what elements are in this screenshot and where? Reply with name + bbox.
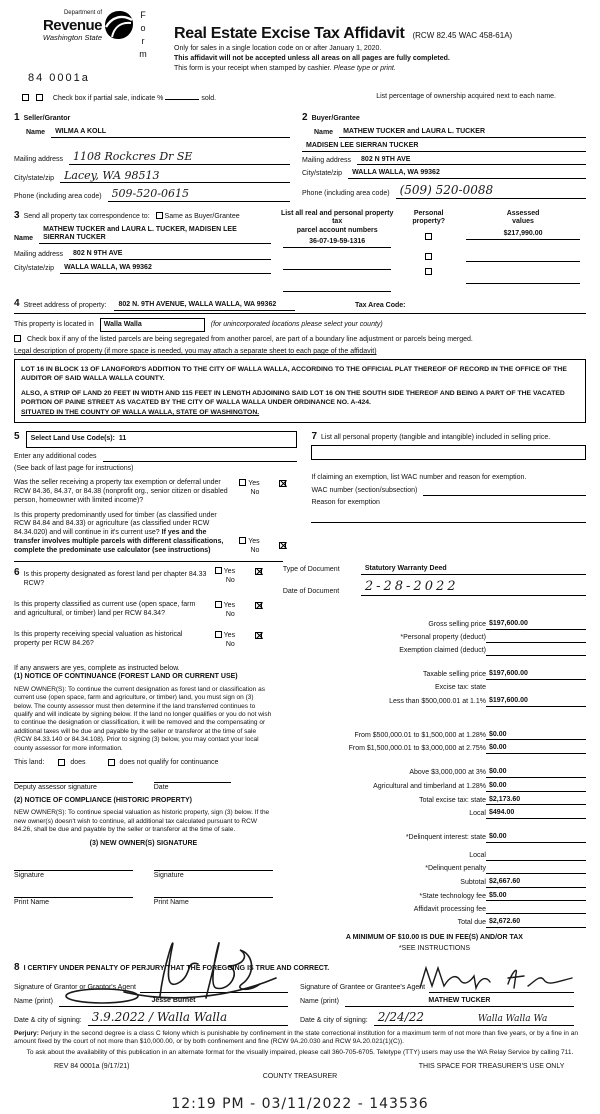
excise-line-field[interactable]: $0.00 [486, 731, 586, 741]
seller-city-field[interactable]: Lacey, WA 98513 [60, 169, 290, 184]
reason-exemption-label: Reason for exemption [311, 499, 380, 507]
historical-no-checkbox[interactable] [255, 632, 262, 639]
section8-number: 8 [14, 961, 20, 973]
tax-computation-column [283, 561, 586, 953]
exemption-deduct-field[interactable] [486, 647, 586, 656]
deputy-date-field[interactable]: Date [154, 782, 232, 793]
notice-compliance-title: (2) NOTICE OF COMPLIANCE (HISTORIC PROPERTY) [14, 796, 192, 804]
wac-number-field[interactable] [423, 487, 586, 496]
county-treasurer-label: COUNTY TREASURER [262, 1073, 338, 1081]
doc-date-field[interactable]: 2-28-2022 [361, 579, 586, 596]
subtotal-label: Subtotal [460, 878, 486, 886]
partial-sale-row [22, 92, 586, 104]
buyer-name-label: Name [314, 129, 334, 136]
delinquent-penalty-label: *Delinquent penalty [425, 865, 486, 873]
owner-signature-field-2[interactable]: Signature [154, 870, 273, 881]
excise-line-field[interactable]: $0.00 [486, 768, 586, 778]
legal-paragraph-1: LOT 16 IN BLOCK 13 OF LANGFORD'S ADDITION TO THE CITY OF WALLA WALLA, ACCORDING TO THE OFFICIAL PLAT THEREOF OF RECORD IN THE OFFICE OF THE AUDITOR OF SAID WALLA WALLA COUNTY. [21, 365, 567, 383]
section2-title: Buyer/Grantee [311, 114, 360, 122]
buyer-city-field[interactable]: WALLA WALLA, WA 99362 [348, 169, 586, 179]
this-land-label: This land: [14, 759, 45, 767]
grantee-signature-label: Signature of Grantee or Grantee's Agent [300, 984, 426, 992]
delinquent-penalty-field[interactable] [486, 865, 586, 874]
legal-paragraph-2: ALSO, A STRIP OF LAND 20 FEET IN WIDTH AND 115 FEET IN LENGTH ADJOINING SAID LOT 16 ON THE SOUTH SIDE THEREOF AND BEING A PART OF THE VACATED PORTION OF PAINE STREET AS VACATED BY THE CITY OF WALLA WALLA UNDER ORDINANCE NO. A-424. [21, 390, 565, 407]
buyer-mailing-label: Mailing address [302, 156, 352, 164]
does-not-qualify-checkbox[interactable] [108, 759, 115, 766]
grantee-date-field[interactable]: 2/24/22 [374, 1010, 474, 1026]
dor-line3: Washington State [42, 32, 102, 42]
segregated-checkbox[interactable] [14, 335, 21, 342]
partial-sale-label: Check box if partial sale, indicate % [52, 94, 164, 102]
if-yes-note: If any answers are yes, complete as instructed below. [14, 664, 180, 672]
grantor-signature-label: Signature of Grantor or Grantor's Agent [14, 984, 136, 992]
notice-compliance-body: NEW OWNER(S): To continue special valuation as historic property, sign (3) below. If the new owner(s) doesn't wish to continue, all additional tax calculated pursuant to RCW 84.26, shall be due and payable by the seller or transferor at the time of sale. [14, 809, 270, 834]
accessibility-note: To ask about the availability of this publication in an alternate format for the visually impaired, please call 360-705-6705. Teletype (TTY) users may use the WA Relay Service by calling 711. [26, 1048, 574, 1056]
parcel-header: List all real and personal property tax [280, 210, 394, 226]
new-owner-signature-title: (3) NEW OWNER(S) SIGNATURE [89, 839, 198, 847]
seller-mailing-field[interactable]: 1108 Rockcres Dr SE [69, 150, 290, 165]
parcel-number-field-2[interactable] [283, 260, 391, 270]
excise-line-label: Less than $500,000.01 at 1.1% [389, 697, 486, 705]
personal-property-list-field[interactable] [311, 445, 586, 460]
corr-city-field[interactable]: WALLA WALLA, WA 99362 [60, 264, 271, 274]
delinquent-interest-field[interactable]: $0.00 [486, 833, 586, 843]
buyer-city-label: City/state/zip [302, 170, 343, 178]
doc-type-field[interactable]: Statutory Warranty Deed [361, 565, 586, 575]
parcel-number-field[interactable]: 36-07-19-59-1316 [283, 238, 391, 248]
forest-yes-checkbox[interactable] [215, 567, 222, 574]
grantee-datecity-label: Date & city of signing: [300, 1017, 368, 1025]
personal-property-header: Personal [413, 210, 444, 217]
historical-question: Is this property receiving special valuation as historical property per RCW 84.26? [14, 631, 183, 648]
assessed-values-header: Assessed [506, 210, 540, 217]
section-buyer-grantee [300, 108, 586, 203]
assessed-value-field-2[interactable] [466, 252, 580, 262]
grantee-city-field[interactable]: Walla Walla Wa [474, 1014, 574, 1026]
total-excise-state-field[interactable]: $2,173.60 [486, 796, 586, 806]
partial-sale-checkbox-1[interactable] [22, 94, 29, 101]
excise-line-field[interactable]: $197,600.00 [486, 697, 586, 707]
seller-mailing-label: Mailing address [14, 155, 64, 163]
does-qualify-checkbox[interactable] [58, 759, 65, 766]
section3-number: 3 [14, 210, 20, 221]
seller-name-label: Name [26, 129, 46, 136]
section4-number: 4 [14, 298, 20, 310]
form-number: 84 0001a [28, 72, 90, 84]
title-rcw-ref: (RCW 82.45 WAC 458-61A) [412, 31, 513, 40]
delinquent-local-label: Local [469, 852, 486, 860]
assessed-value-field-3[interactable] [466, 274, 580, 284]
legal-paragraph-3: SITUATED IN THE COUNTY OF WALLA WALLA, STATE OF WASHINGTON. [21, 408, 260, 416]
owner-printname-field-1[interactable]: Print Name [14, 897, 133, 908]
taxable-price-label: Taxable selling price [422, 671, 486, 679]
local-tax-field[interactable]: $494.00 [486, 809, 586, 819]
excise-line-label: Above $3,000,000 at 3% [409, 769, 486, 777]
total-due-label: Total due [457, 919, 486, 927]
legal-description-label: Legal description of property (if more space is needed, you may attach a separate sheet to each page of the affidavit) [14, 348, 377, 356]
street-address-label: Street address of property: [23, 301, 107, 309]
wac-number-label: WAC number (section/subsection) [311, 487, 418, 495]
grantee-printname-field[interactable]: MATHEW TUCKER [345, 997, 574, 1007]
buyer-name2-field[interactable]: MADISEN LEE SIERRAN TUCKER [302, 142, 586, 152]
timber-question: Is this property predominantly used for timber (as classified under RCW 84.84 and 84.33) or agriculture (as classified under RCW 84.34.020) and will continue in it's current use? If yes and the transfer involves multiple parcels with different classifications, complete the predominate use calculator (see instructions) [14, 511, 224, 554]
delinquent-local-field[interactable] [486, 852, 586, 861]
seller-name-field[interactable]: WILMA A KOLL [51, 128, 290, 138]
certify-statement: I CERTIFY UNDER PENALTY OF PERJURY THAT THE FOREGOING IS TRUE AND CORRECT. [23, 964, 330, 972]
section2-number: 2 [302, 111, 308, 123]
same-as-buyer-checkbox[interactable] [156, 212, 163, 219]
page-title: Real Estate Excise Tax Affidavit [174, 25, 405, 42]
exemption-yes-checkbox[interactable] [239, 479, 246, 486]
doc-date-label: Date of Document [282, 587, 340, 595]
legal-description-box [14, 359, 586, 423]
section1-title: Seller/Grantor [23, 114, 71, 122]
treasurer-space-label: THIS SPACE FOR TREASURER'S USE ONLY [418, 1063, 565, 1071]
section-land-use: 5 Select Land Use Code(s): 11 Enter any additional codes (See back of last page for instructions) Was the seller receiving a property tax exemption or deferral under RCW 84.36, 84.37, or 84.38 (nonprofit org., senior citizen or disabled person, homeowner with limited income)? Yes No Is this property predominantly used for timber (as classified under RCW 84.84 and 84.33) or agriculture (as classified under RCW 84.34.020) and will continue in it's current use? If yes and the transfer involves multiple parcels with different classifications, complete the predominate use calculator (see instructions) Yes No [14, 431, 311, 556]
excise-line-field[interactable]: $0.00 [486, 744, 586, 754]
personal-property-checkbox-2[interactable] [425, 253, 432, 260]
excise-line-field[interactable]: $0.00 [486, 782, 586, 792]
buyer-phone-field[interactable]: (509) 520-0088 [396, 183, 586, 199]
partial-sale-checkbox-2[interactable] [36, 94, 43, 101]
grantor-datecity-field[interactable]: 3.9.2022 / Walla Walla [88, 1010, 288, 1026]
located-in-label: This property is located in [14, 320, 94, 328]
owner-signature-field-1[interactable]: Signature [14, 870, 133, 881]
timber-yes-checkbox[interactable] [239, 537, 246, 544]
state-tech-fee-label: *State technology fee [419, 892, 486, 900]
corr-mailing-label: Mailing address [14, 251, 64, 258]
section-personal-property [311, 431, 586, 556]
owner-printname-field-2[interactable]: Print Name [154, 897, 273, 908]
corr-name-label: Name [14, 235, 34, 243]
claiming-exemption-label: If claiming an exemption, list WAC number and reason for exemption. [311, 474, 527, 482]
corr-name-field[interactable]: MATHEW TUCKER and LAURA L. TUCKER, MADISEN LEE SIERRAN TUCKER [39, 226, 271, 245]
timber-no-checkbox[interactable] [279, 542, 286, 549]
section6-number: 6 [14, 567, 20, 579]
total-excise-state-label: Total excise tax: state [419, 796, 486, 804]
dor-line1: Department of [63, 10, 102, 16]
header [14, 10, 586, 86]
personal-property-checkbox-3[interactable] [425, 268, 432, 275]
instruction-2: This affidavit will not be accepted unless all areas on all pages are fully completed. [174, 54, 450, 62]
exemption-deduct-label: Exemption claimed (deduct) [399, 647, 486, 655]
processing-fee-label: Affidavit processing fee [413, 905, 486, 913]
minimum-due-note: A MINIMUM OF $10.00 IS DUE IN FEE(S) AND/OR TAX [345, 934, 523, 942]
doc-type-label: Type of Document [282, 566, 340, 574]
section7-number: 7 [311, 430, 317, 442]
forest-land-question: Is this property designated as forest land per chapter 84.33 RCW? [23, 571, 207, 588]
see-back-note: (See back of last page for instructions) [14, 464, 134, 472]
current-use-no-checkbox[interactable] [255, 602, 262, 609]
section-tax-correspondence: 3 Send all property tax correspondence to: Same as Buyer/Grantee Name MATHEW TUCKER and LAURA L. TUCKER, MADISEN LEE SIERRAN TUCKER Mailing address 802 N 9TH AVE City/state/zip WALLA WALLA, WA 99362 List all real and personal property tax parcel account numbers 36-07-19-59-1316 Personal property? Assessed values $217,990.00 [14, 210, 586, 292]
same-as-buyer-label: Same as Buyer/Grantee [164, 213, 240, 220]
percent-sold-field[interactable] [165, 92, 199, 100]
gross-price-field[interactable]: $197,600.00 [486, 620, 586, 630]
historical-yes-checkbox[interactable] [215, 631, 222, 638]
county-select[interactable]: Walla Walla [100, 318, 205, 333]
corr-city-label: City/state/zip [14, 264, 55, 272]
reason-exemption-field[interactable] [311, 522, 586, 523]
buyer-name-field[interactable]: MATHEW TUCKER and LAURA L. TUCKER [339, 128, 586, 138]
seller-city-label: City/state/zip [14, 174, 55, 182]
located-note: (for unincorporated locations please select your county) [210, 320, 383, 328]
grantee-signature-field[interactable] [429, 984, 574, 993]
ownership-note: List percentage of ownership acquired next to each name. [376, 93, 556, 101]
section5-number: 5 [14, 430, 20, 442]
section1-number: 1 [14, 111, 20, 123]
exemption-no-checkbox[interactable] [279, 480, 286, 487]
section-certification [14, 962, 586, 1026]
dor-wordmark [14, 10, 102, 42]
section-property-address [14, 298, 586, 423]
state-tech-fee-field[interactable]: $5.00 [486, 892, 586, 902]
dor-line2: Revenue [42, 16, 102, 34]
grantee-printname-label: Name (print) [300, 998, 339, 1006]
delinquent-interest-label: *Delinquent interest: state [405, 834, 486, 842]
grantor-printname-field[interactable]: Jesse Burnet [59, 997, 288, 1007]
grantor-signature-field[interactable] [140, 984, 288, 993]
notice-continuance-title: (1) NOTICE OF CONTINUANCE (FOREST LAND OR CURRENT USE) [14, 672, 238, 680]
does-not-label: does not qualify for continuance [119, 759, 219, 767]
assessed-value-field[interactable]: $217,990.00 [466, 230, 580, 240]
form-vertical-label: Form [138, 10, 148, 62]
excise-line-label: Agricultural and timberland at 1.28% [373, 782, 486, 790]
subtotal-field[interactable]: $2,667.60 [486, 878, 586, 888]
personal-property-list-label: List all personal property (tangible and intangible) included in selling price. [321, 433, 551, 441]
exemption-question: Was the seller receiving a property tax exemption or deferral under RCW 84.36, 84.37, or 84.38 (nonprofit org., senior citizen or disabled person, homeowner with limited income)? [14, 479, 228, 504]
excise-line-label: From $1,500,000.01 to $3,000,000 at 2.75% [348, 745, 486, 753]
sold-label: sold. [201, 94, 217, 102]
forest-no-checkbox[interactable] [255, 568, 262, 575]
dor-logo-icon [104, 10, 134, 44]
tax-area-code-field[interactable] [406, 302, 586, 311]
grantor-printname-label: Name (print) [14, 998, 53, 1006]
buyer-phone-label: Phone (including area code) [302, 190, 390, 198]
total-due-field[interactable]: $2,672.60 [486, 918, 586, 928]
segregated-label: Check box if any of the listed parcels are being segregated from another parcel, are part of a boundary line adjustment or parcels being merged. [26, 336, 473, 344]
perjury-statement: Perjury: Perjury in the second degree is a class C felony which is punishable by confinement in the state correctional institution for a maximum term of not more than five years, or by a fine in an amount fixed by the court of not more than $10,000.00, or by both confinement and fine (RCW 9A.20.030 and RCW 9A.20.021(1)(C)). [14, 1029, 579, 1046]
personal-deduct-label: *Personal property (deduct) [400, 634, 486, 642]
section-seller-grantor [14, 108, 300, 203]
excise-line-label: From $500,000.01 to $1,500,000 at 1.28% [354, 731, 486, 739]
parcel-number-field-3[interactable] [283, 282, 391, 292]
personal-property-checkbox-1[interactable] [425, 233, 432, 240]
buyer-mailing-field[interactable]: 802 N 9TH AVE [357, 156, 586, 166]
excise-state-label: Excise tax: state [435, 684, 486, 692]
local-tax-label: Local [469, 810, 486, 818]
current-use-yes-checkbox[interactable] [215, 601, 222, 608]
does-label: does [70, 759, 86, 767]
form-revision: REV 84 0001a (9/17/21) [54, 1063, 130, 1071]
additional-codes-label: Enter any additional codes [14, 452, 97, 460]
corr-mailing-field[interactable]: 802 N 9TH AVE [69, 250, 271, 260]
seller-phone-label: Phone (including area code) [14, 193, 102, 201]
grantor-datecity-label: Date & city of signing: [14, 1017, 82, 1025]
seller-phone-field[interactable]: 509-520-0615 [108, 187, 290, 202]
additional-codes-field[interactable] [103, 453, 298, 462]
taxable-price-field[interactable]: $197,600.00 [486, 670, 586, 680]
send-correspondence-label: Send all property tax correspondence to: [23, 213, 150, 220]
cashier-timestamp: 12:19 PM - 03/11/2022 - 143536 [171, 1096, 429, 1113]
processing-fee-field[interactable] [486, 905, 586, 914]
personal-deduct-field[interactable] [486, 634, 586, 643]
land-use-code-field[interactable]: Select Land Use Code(s): 11 [26, 431, 298, 448]
gross-price-label: Gross selling price [428, 621, 486, 629]
street-address-field[interactable]: 802 N. 9TH AVENUE, WALLA WALLA, WA 99362 [114, 301, 294, 311]
instruction-1: Only for sales in a single location code on or after January 1, 2020. [174, 45, 382, 52]
current-use-question: Is this property classified as current use (open space, farm and agricultural, or timber) land per RCW 84.34? [14, 600, 196, 617]
section-classification: 6 Is this property designated as forest land per chapter 84.33 RCW? Yes No Is this property classified as current use (open space, farm and agricultural, or timber) land per RCW 84.34? Yes No Is this property receiving special valuation as historical property per RCW 84.26? Yes No If any answers are yes, complete as instructed below. (1) NOTICE OF CONTINUANCE (FOREST LAND OR CURRENT USE) NEW OWNER(S): To continue the current designation as forest land or classification as current use (open space, farm and agriculture, or timber) land, you must sign on (3) below. The county assessor must then determine if the land transferred continues to qualify and will indicate by signing below. If the land no longer qualifies or you do not wish to continue the designation or classification, it will be removed and the compensating or additional taxes will be due and payable by the seller or transferor at the time of sale (RCW 84.33.140 or 84.34.108). Prior to signing (3) below, you may contact your local county assessor for more information. This land: does does not qualify for continuance Deputy assessor signature Date (2) NOTICE OF COMPLIANCE (HISTORIC PROPERTY) NEW OWNER(S): To continue special valuation as historic property, sign (3) below. If the new owner(s) doesn't wish to continue, all additional tax calculated pursuant to RCW 84.26, shall be due and payable by the seller or transferor at the time of sale. (3) NEW OWNER(S) SIGNATURE Signature Signature Print Name Print Name [14, 561, 283, 953]
instruction-3: This form is your receipt when stamped by cashier. Please type or print. [174, 64, 396, 72]
tax-area-code-label: Tax Area Code: [354, 301, 406, 309]
deputy-assessor-signature-field[interactable]: Deputy assessor signature [14, 782, 133, 793]
notice-continuance-body: NEW OWNER(S): To continue the current designation as forest land or classification as current use (open space, farm and agriculture, or timber) land, you must sign on (3) below. The county assessor must then determine if the land transferred continues to qualify and will indicate by signing below. If the land no longer qualifies or you do not wish to continue the designation or classification, it will be removed and the compensating or additional taxes will be due and payable by the seller or transferor at the time of sale (RCW 84.33.140 or 84.34.108). Prior to signing (3) below, you may contact your local county assessor for more information. [14, 685, 272, 752]
see-instructions-note: *SEE INSTRUCTIONS [398, 944, 470, 952]
